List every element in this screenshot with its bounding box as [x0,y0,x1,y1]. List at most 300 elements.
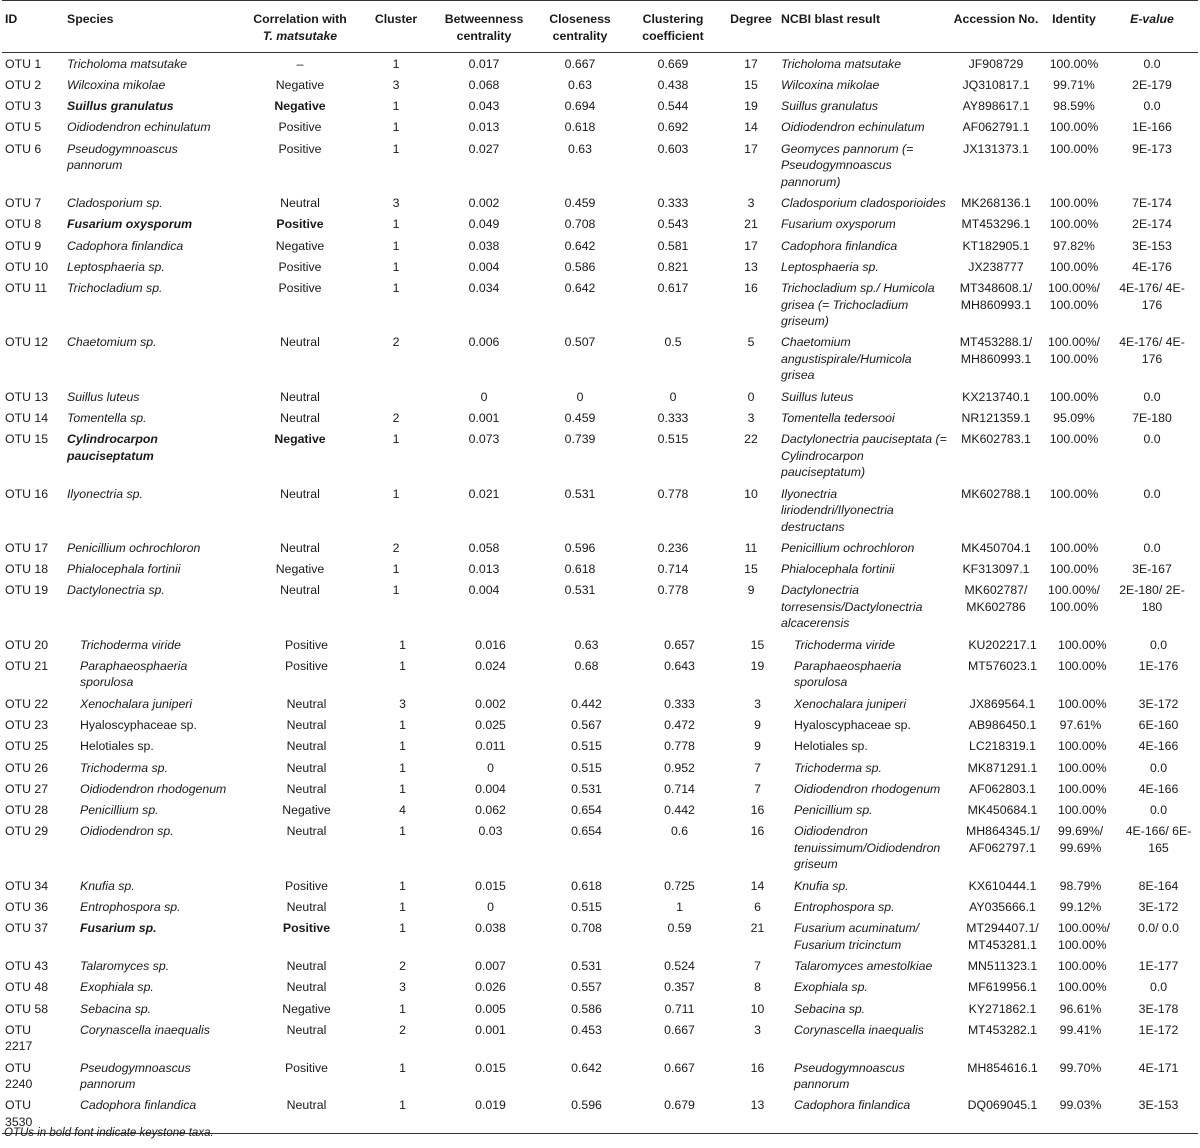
cell-evalue: 3E-167 [1132,562,1172,577]
cell-clustering-coefficient: 0.714 [657,562,689,577]
cell-species: Xenochalara juniperi [80,696,193,711]
cell-betweenness: 0.004 [468,583,500,598]
cell-betweenness: 0.025 [475,718,506,732]
cell-closeness: 0.618 [564,120,596,135]
header-evalue: E-value [1106,1,1198,53]
cell-id: OTU 2240 [5,1060,33,1092]
cell-degree: 10 [750,1001,765,1016]
cell-evalue: 1E-166 [1132,120,1172,135]
table-footnote: OTUs in bold font indicate keystone taxa. [4,1127,214,1139]
table-row [2,736,1198,757]
cell-clustering-coefficient: 0.778 [664,739,695,754]
cell-betweenness: 0.021 [468,486,500,501]
cell-closeness: 0.63 [568,141,592,156]
cell-ncbi: Wilcoxina mikolae [781,77,880,92]
cell-closeness: 0.68 [574,658,599,673]
cell-correlation: Neutral [286,899,327,914]
cell-degree: 19 [750,658,765,673]
cell-betweenness: 0.013 [468,562,500,577]
cell-species: Cadophora finlandica [67,238,184,253]
cell-correlation: Neutral [280,540,320,555]
cell-degree: 3 [747,196,755,210]
cell-betweenness: 0.005 [475,1001,506,1016]
cell-identity: 98.79% [1059,878,1102,893]
table-body [2,53,1198,1134]
cell-identity: 100.00% [1058,760,1107,775]
cell-accession: KX213740.1 [962,389,1030,404]
cell-species: Pseudogymnoascus pannorum [80,1060,191,1092]
cell-evalue: 7E-180 [1132,410,1172,425]
cell-closeness: 0.63 [568,77,592,92]
cell-species: Corynascella inaequalis [80,1022,210,1037]
cell-correlation: Positive [278,120,322,135]
cell-id: OTU 14 [5,410,49,425]
cell-evalue: 0.0 [1143,540,1161,555]
cell-id: OTU 6 [5,141,42,156]
cell-accession: MT576023.1 [967,658,1038,673]
cell-clustering-coefficient: 0.821 [657,259,689,274]
cell-evalue: 6E-160 [1138,718,1179,732]
cell-accession: AF062803.1 [968,781,1036,796]
cell-degree: 7 [754,760,761,775]
cell-clustering-coefficient: 0.952 [664,760,695,775]
cell-identity: 100.00% [1049,562,1099,577]
cell-betweenness: 0.049 [468,217,500,232]
cell-id: OTU 48 [5,980,49,995]
cell-closeness: 0.567 [571,718,602,732]
cell-ncbi: Geomyces pannorum (= Pseudogymnoascus pannorum) [781,141,914,189]
cell-ncbi: Knufia sp. [794,878,849,893]
cell-clustering-coefficient: 0.524 [664,959,695,974]
cell-ncbi: Tricholoma matsutake [781,56,902,71]
cell-closeness: 0.596 [538,1095,622,1133]
table-row [2,483,1198,537]
cell-cluster: 1 [399,1001,406,1016]
cell-cluster: 2 [392,335,400,350]
cell-identity: 100.00% [1049,196,1099,210]
cell-correlation: Neutral [286,760,327,775]
cell-clustering-coefficient: 0.442 [664,803,695,818]
table-row [2,800,1198,821]
cell-accession: KU202217.1 [968,637,1037,652]
cell-degree: 14 [744,120,758,135]
table-row [2,74,1198,95]
cell-accession: MK602788.1 [961,486,1031,501]
cell-id: OTU 23 [5,718,49,732]
cell-betweenness: 0.001 [475,1022,506,1037]
cell-evalue: 2E-174 [1132,217,1172,232]
cell-closeness: 0.63 [574,637,599,652]
cell-species: Tomentella sp. [67,410,147,425]
cell-clustering-coefficient: 0.711 [664,1001,695,1016]
cell-degree: 9 [754,739,761,754]
cell-betweenness: 0 [480,389,488,404]
cell-betweenness: 0.068 [468,77,500,92]
cell-accession: MT453296.1 [961,217,1031,232]
table-row [2,386,1198,407]
cell-ncbi: Paraphaeosphaeria sporulosa [794,658,902,690]
cell-id: OTU 2217 [5,1022,33,1054]
cell-identity: 99.70% [1059,1060,1102,1075]
cell-correlation: Neutral [286,718,327,732]
cell-degree: 9 [747,583,755,598]
cell-identity: 99.71% [1053,77,1095,92]
cell-ncbi: Oidiodendron tenuissimum/Oidiodendron griseum [794,824,941,872]
cell-species: Wilcoxina mikolae [67,77,166,92]
cell-correlation: Negative [274,432,326,447]
cell-id: OTU 29 [5,824,49,839]
cell-id: OTU 25 [5,739,49,754]
cell-species: Paraphaeosphaeria sporulosa [80,658,188,690]
cell-clustering-coefficient: 0.472 [664,718,695,732]
cell-identity: 99.69%/ 99.69% [1058,824,1104,855]
cell-clustering-coefficient: 0.679 [622,1095,724,1133]
cell-cluster: 1 [399,1060,406,1075]
cell-id: OTU 58 [5,1001,49,1016]
cell-correlation: Neutral [286,739,327,754]
cell-id: OTU 43 [5,959,49,974]
cell-correlation: Negative [275,238,325,253]
cell-clustering-coefficient: 0.333 [664,696,695,711]
header-correlation [238,1,362,53]
cell-accession: MK268136.1 [961,196,1031,210]
table-row [2,138,1198,192]
cell-cluster: 1 [392,281,400,296]
cell-accession: LC218319.1 [968,739,1036,754]
cell-cluster: 1 [399,781,406,796]
cell-degree: 13 [724,1095,778,1133]
cell-cluster: 2 [392,410,400,425]
cell-degree: 16 [750,803,765,818]
cell-ncbi: Suillus luteus [781,389,854,404]
cell-accession: JX131373.1 [963,141,1029,156]
cell-evalue: 4E-171 [1138,1060,1179,1075]
cell-closeness: 0.708 [571,921,602,936]
table-row [2,580,1198,634]
cell-betweenness: 0.015 [475,878,506,893]
header-degree: Degree [724,1,778,53]
cell-species: Exophiala sp. [80,980,154,995]
cell-cluster: 2 [399,1022,406,1037]
cell-evalue: 0.0 [1143,389,1161,404]
cell-species: Entrophospora sp. [80,899,181,914]
cell-ncbi: Exophiala sp. [794,980,868,995]
header-correlation-line2: T. matsutake [262,28,338,43]
cell-betweenness: 0.024 [475,658,506,673]
cell-ncbi: Suillus granulatus [781,99,879,114]
cell-degree: 19 [744,99,758,114]
cell-accession: MK871291.1 [967,760,1038,775]
cell-closeness: 0.618 [564,562,596,577]
otu-network-table [2,0,1198,1134]
cell-id: OTU 5 [5,120,42,135]
cell-accession: KT182905.1 [962,238,1030,253]
cell-id: OTU 3 [5,99,42,114]
cell-accession: MF619956.1 [967,980,1038,995]
cell-degree: 17 [744,238,758,253]
cell-correlation: Neutral [280,389,320,404]
cell-ncbi: Oidiodendron rhodogenum [794,781,941,796]
cell-cluster: 3 [392,77,400,92]
cell-identity: 97.82% [1053,238,1095,253]
cell-species: Hyaloscyphaceae sp. [80,718,197,732]
cell-correlation: Positive [284,878,329,893]
cell-cluster: 1 [399,899,406,914]
cell-correlation: Neutral [286,824,327,839]
cell-accession: NR121359.1 [961,410,1031,425]
cell-correlation: Neutral [286,959,327,974]
cell-degree: 16 [744,281,758,296]
cell-id: OTU 37 [5,921,49,936]
cell-clustering-coefficient: 0.333 [657,196,689,210]
cell-id: OTU 16 [5,486,49,501]
cell-evalue: 0.0 [1143,56,1161,71]
cell-degree: 15 [744,77,758,92]
cell-cluster: 1 [399,760,406,775]
cell-closeness: 0.642 [571,1060,602,1075]
cell-correlation: Neutral [280,196,320,210]
cell-species: Oidiodendron rhodogenum [80,781,227,796]
cell-betweenness: 0.002 [468,196,500,210]
cell-ncbi: Ilyonectria liriodendri/Ilyonectria destructans [781,486,894,534]
cell-ncbi: Entrophospora sp. [794,899,895,914]
cell-ncbi: Corynascella inaequalis [794,1022,924,1037]
cell-species: Pseudogymnoascus pannorum [67,141,178,173]
cell-closeness: 0.586 [571,1001,602,1016]
cell-correlation: Neutral [286,1022,327,1037]
cell-accession: MH864345.1/ AF062797.1 [966,824,1040,855]
cell-betweenness: 0.027 [468,141,500,156]
table-row [2,977,1198,998]
cell-accession: KY271862.1 [968,1001,1037,1016]
cell-degree: 3 [754,1022,761,1037]
cell-evalue: 4E-166/ 6E-165 [1125,824,1192,855]
cell-id: OTU 1 [5,56,42,71]
cell-degree: 16 [750,824,765,839]
cell-ncbi: Xenochalara juniperi [794,696,907,711]
table-row [2,429,1198,483]
header-ncbi: NCBI blast result [778,1,950,53]
cell-evalue: 1E-172 [1138,1022,1179,1037]
cell-identity: 98.59% [1053,99,1095,114]
cell-id: OTU 19 [5,583,49,598]
cell-cluster: 1 [399,718,406,732]
cell-species: Trichoderma sp. [80,760,168,775]
cell-ncbi: Dactylonectria torresensis/Dactylonectria alcacerensis [781,583,923,631]
cell-betweenness: 0.004 [475,781,506,796]
cell-clustering-coefficient: 0.667 [664,1060,695,1075]
cell-ncbi: Tomentella tedersooi [781,410,895,425]
cell-degree: 14 [750,878,765,893]
cell-identity: 97.61% [1059,718,1102,732]
table-row [2,693,1198,714]
cell-cluster: 2 [392,540,400,555]
cell-betweenness: 0.006 [468,335,500,350]
cell-cluster: 1 [399,824,406,839]
cell-clustering-coefficient: 0.657 [664,637,695,652]
table-row [2,655,1198,693]
cell-betweenness: 0.073 [468,432,500,447]
cell-evalue: 0.0/ 0.0 [1137,921,1180,936]
table-header [2,1,1198,53]
cell-betweenness: 0.002 [475,696,506,711]
cell-ncbi: Trichoderma viride [794,637,895,652]
cell-ncbi: Leptosphaeria sp. [781,259,879,274]
table-row [2,1057,1198,1095]
cell-evalue: 9E-173 [1132,141,1172,156]
cell-id: OTU 10 [5,259,49,274]
cell-ncbi: Penicillium sp. [794,803,873,818]
cell-correlation: Neutral [280,486,320,501]
header-closeness: Closeness centrality [538,1,622,53]
cell-species: Talaromyces sp. [80,959,170,974]
cell-clustering-coefficient: 0.714 [664,781,695,796]
cell-closeness: 0.531 [571,781,602,796]
header-clustering-coefficient: Clustering coefficient [622,1,724,53]
cell-id: OTU 18 [5,562,49,577]
cell-species: Penicillium sp. [80,803,159,818]
cell-evalue: 0.0 [1149,980,1168,995]
cell-closeness: 0.618 [571,878,602,893]
cell-species: Dactylonectria sp. [67,583,165,598]
cell-closeness: 0.586 [564,259,596,274]
cell-ncbi: Cladosporium cladosporioides [781,196,946,210]
cell-id: OTU 2 [5,77,42,92]
cell-closeness: 0.531 [564,583,596,598]
cell-degree: 22 [744,432,758,447]
cell-closeness: 0.453 [571,1022,602,1037]
cell-species: Phialocephala fortinii [67,562,181,577]
cell-betweenness: 0.015 [475,1060,506,1075]
cell-betweenness: 0.03 [478,824,503,839]
table-row [2,1019,1198,1057]
cell-clustering-coefficient: 0.6 [670,824,689,839]
cell-betweenness: 0.017 [468,56,500,71]
cell-ncbi: Trichocladium sp./ Humicola grisea (= Trichocladium griseum) [781,281,935,329]
cell-accession: DQ069045.1 [950,1095,1042,1133]
cell-clustering-coefficient: 0.544 [657,99,689,114]
cell-correlation: Neutral [286,781,327,796]
cell-clustering-coefficient: 0.59 [667,921,692,936]
cell-evalue: 3E-153 [1106,1095,1198,1133]
cell-correlation: Negative [274,99,326,114]
table-row [2,998,1198,1019]
cell-clustering-coefficient: 0.667 [664,1022,695,1037]
cell-species: Oidiodendron echinulatum [67,120,211,135]
cell-accession: MT294407.1/ MT453281.1 [966,921,1039,952]
cell-cluster: 2 [399,959,406,974]
cell-evalue: 0.0 [1149,637,1168,652]
cell-closeness: 0.596 [564,540,596,555]
cell-identity: 100.00% [1049,217,1099,232]
cell-clustering-coefficient: 0.581 [657,238,689,253]
cell-identity: 100.00%/ 100.00% [1048,281,1100,312]
cell-correlation: Negative [282,1001,331,1016]
cell-id: OTU 20 [5,637,49,652]
cell-closeness: 0.642 [564,281,596,296]
cell-species: Fusarium oxysporum [67,217,193,232]
cell-degree: 6 [754,899,761,914]
cell-id: OTU 11 [5,281,48,296]
cell-clustering-coefficient: 0.357 [664,980,695,995]
cell-evalue: 0.0 [1143,99,1161,114]
cell-betweenness: 0.004 [468,259,500,274]
cell-degree: 11 [744,540,758,555]
cell-degree: 5 [747,335,755,350]
cell-identity: 100.00% [1058,959,1107,974]
cell-cluster: 1 [392,432,400,447]
cell-identity: 100.00% [1049,56,1099,71]
cell-betweenness: 0.019 [430,1095,538,1133]
cell-closeness: 0.442 [571,696,602,711]
cell-accession: MK602787/ MK602786 [964,583,1028,614]
cell-correlation: Positive [282,921,331,936]
cell-closeness: 0.642 [564,238,596,253]
cell-ncbi: Oidiodendron echinulatum [781,120,925,135]
cell-betweenness: 0.062 [475,803,506,818]
cell-evalue: 8E-164 [1138,878,1179,893]
cell-accession: JF908729 [968,56,1024,71]
cell-degree: 3 [747,410,755,425]
cell-evalue: 1E-176 [1138,658,1179,673]
cell-id: OTU 8 [5,217,42,232]
cell-id: OTU 28 [5,803,49,818]
cell-cluster: 1 [399,658,406,673]
cell-degree: 21 [750,921,765,936]
cell-identity: 96.61% [1059,1001,1102,1016]
cell-identity: 100.00% [1058,696,1107,711]
table-row [2,896,1198,917]
cell-correlation: Negative [275,77,325,92]
cell-evalue: 0.0 [1143,432,1161,447]
cell-betweenness: 0 [487,760,494,775]
cell-closeness: 0.739 [564,432,596,447]
cell-betweenness: 0.058 [468,540,500,555]
cell-accession: MK602783.1 [961,432,1031,447]
header-species: Species [64,1,238,53]
cell-ncbi: Chaetomium angustispirale/Humicola grisea [781,335,912,383]
cell-id: OTU 26 [5,760,49,775]
table-row [2,214,1198,235]
cell-degree: 10 [744,486,758,501]
cell-degree: 15 [744,562,758,577]
cell-species: Cladosporium sp. [67,196,163,210]
cell-evalue: 3E-153 [1132,238,1172,253]
cell-species: Fusarium sp. [80,921,157,936]
cell-cluster: 1 [399,921,406,936]
cell-evalue: 7E-174 [1132,196,1172,210]
cell-accession: MT348608.1/ MH860993.1 [959,281,1033,312]
cell-species: Suillus granulatus [67,99,174,114]
cell-identity: 100.00% [1049,540,1099,555]
cell-species: Trichoderma viride [80,637,181,652]
cell-cluster: 1 [392,120,400,135]
cell-identity: 99.41% [1059,1022,1102,1037]
cell-cluster: 1 [392,238,400,253]
cell-evalue: 3E-178 [1138,1001,1179,1016]
cell-accession: JX869564.1 [969,696,1036,711]
cell-correlation: – [296,56,304,71]
cell-identity: 99.12% [1059,899,1102,914]
cell-id: OTU 7 [5,196,42,210]
cell-clustering-coefficient: 0.778 [657,486,689,501]
cell-closeness: 0.694 [564,99,596,114]
cell-identity: 95.09% [1053,410,1095,425]
cell-ncbi: Helotiales sp. [794,739,868,754]
cell-degree: 16 [750,1060,765,1075]
cell-accession: MN511323.1 [967,959,1038,974]
cell-accession: MT453288.1/ MH860993.1 [959,335,1033,366]
